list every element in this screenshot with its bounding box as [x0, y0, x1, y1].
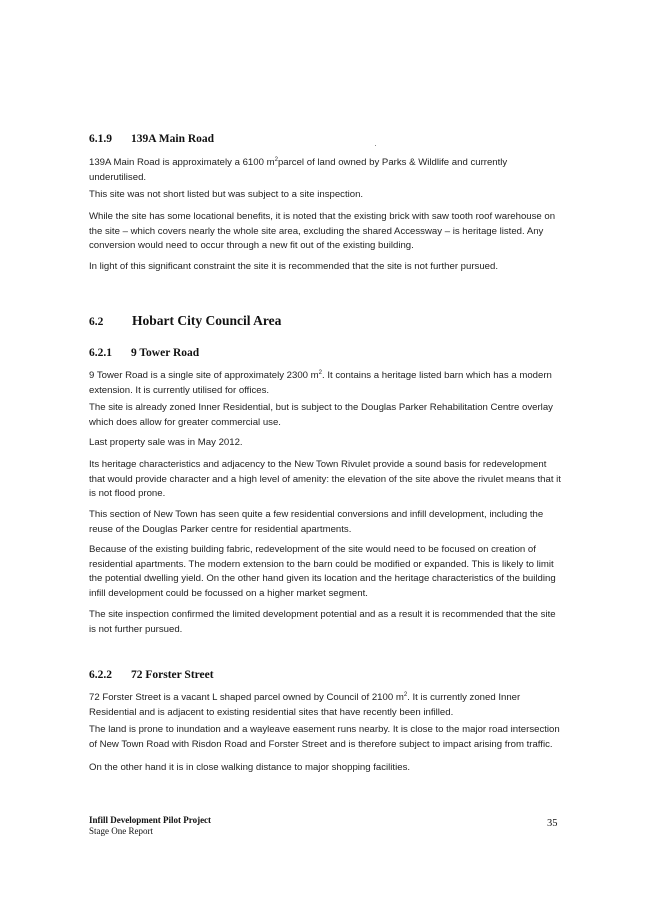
- scan-speck: [375, 145, 376, 146]
- paragraph: The land is prone to inundation and a wayleave easement runs nearby. It is close to the major road intersection of New Town Road with Risdon Road and Forster Street and is therefore subject to impact arising from traffic.: [89, 724, 560, 750]
- section-title: 9 Tower Road: [131, 347, 200, 359]
- paragraph: On the other hand it is in close walking distance to major shopping facilities.: [89, 762, 411, 773]
- paragraph: Its heritage characteristics and adjacency to the New Town Rivulet provide a sound basis for redevelopment that would provide character and a high level of amenity: the elevation of the site above the rivulet means that it is not flood prone.: [89, 459, 561, 500]
- section-heading-6-2-1: [89, 347, 199, 359]
- paragraph: 139A Main Road is approximately a 6100 $m^2parcel$ of land owned by Parks & Wildlife and currently underutilised.: [89, 157, 508, 183]
- section-title: 139A Main Road: [131, 133, 215, 145]
- section-heading-6-1-9: [89, 133, 214, 145]
- section-title: Hobart City Council Area: [132, 313, 282, 328]
- footer-title: Infill Development Pilot Project: [89, 815, 212, 825]
- paragraph: This site was not short listed but was subject to a site inspection.: [89, 189, 364, 200]
- section-heading-6-2-2: [89, 669, 214, 681]
- paragraph: In light of this significant constraint the site it is recommended that the site is not further pursued.: [89, 261, 499, 272]
- section-heading-6-2: [89, 313, 281, 329]
- footer-subtitle: Stage One Report: [89, 826, 153, 836]
- section-number: 6.2.2: [89, 669, 112, 681]
- paragraph: 72 Forster Street is a vacant L shaped parcel owned by Council of 2100 $m^2$. It is currently zoned Inner Residential and is adjacent to existing residential sites that have recently been infilled.: [89, 692, 521, 718]
- paragraph: Because of the existing building fabric, redevelopment of the site would need to be focused on creation of residential apartments. The modern extension to the barn could be modified or expanded. This is likely to limit the potential dwelling yield. On the other hand given its location and the heritage characteristics of the building infill development could be focussed on a higher market segment.: [89, 544, 556, 599]
- paragraph: The site inspection confirmed the limited development potential and as a result it is recommended that the site is not further pursued.: [89, 609, 556, 635]
- section-number: 6.2: [89, 316, 104, 328]
- page-number: 35: [547, 818, 558, 829]
- paragraph: 9 Tower Road is a single site of approximately 2300 $m^2$. It contains a heritage listed barn which has a modern extension. It is currently utilised for offices.: [89, 370, 552, 396]
- paragraph: This section of New Town has seen quite a few residential conversions and infill development, including the reuse of the Douglas Parker centre for residential apartments.: [89, 509, 544, 535]
- paragraph: Last property sale was in May 2012.: [89, 437, 243, 448]
- section-title: 72 Forster Street: [131, 669, 214, 681]
- paragraph: The site is already zoned Inner Residential, but is subject to the Douglas Parker Rehabilitation Centre overlay which does allow for greater commercial use.: [89, 402, 553, 428]
- section-number: 6.2.1: [89, 347, 112, 359]
- paragraph: While the site has some locational benefits, it is noted that the existing brick with saw tooth roof warehouse on the site – which covers nearly the whole site area, excluding the shared Accessway – is heritage listed. Any conversion would need to occur through a new fit out of the existing building.: [89, 211, 556, 252]
- section-number: 6.1.9: [89, 133, 112, 145]
